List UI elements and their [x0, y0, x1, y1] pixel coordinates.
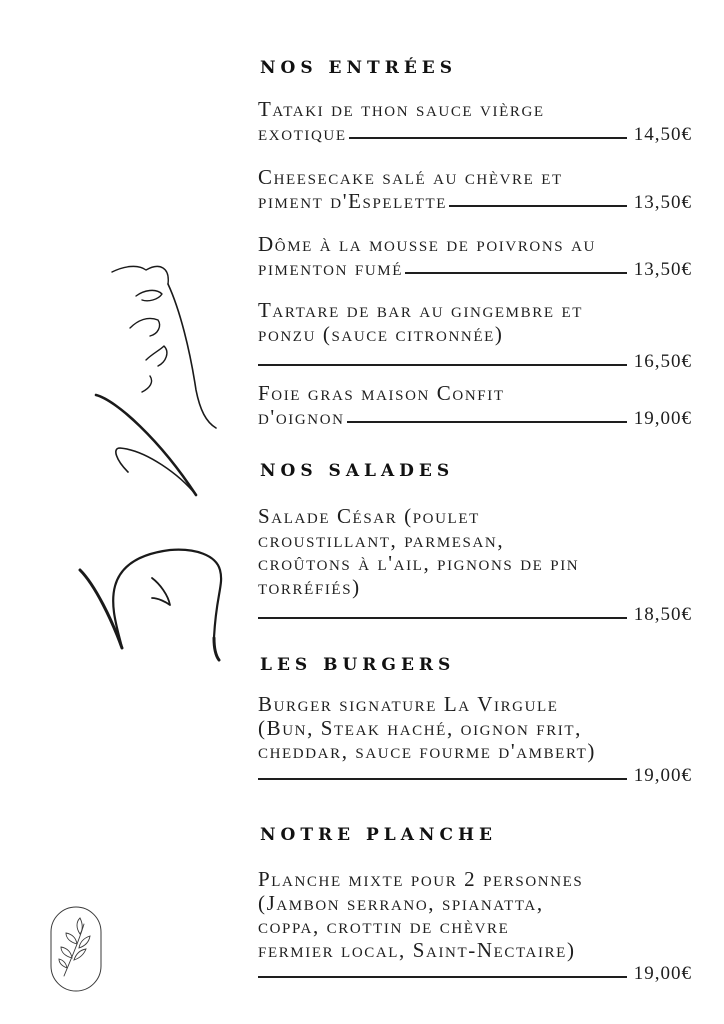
menu-item	[258, 505, 692, 627]
price-leader-line	[349, 137, 627, 139]
item-price: 16,50€	[633, 351, 692, 372]
menu-item	[258, 382, 692, 430]
item-name-line: Foie gras maison Confit	[258, 381, 505, 405]
item-name-line: cheddar, sauce fourme d'ambert)	[258, 739, 597, 763]
item-name-line: croustillant, parmesan,	[258, 527, 505, 552]
item-name-line: d'oignon	[258, 404, 345, 429]
section-title-salades: NOS SALADES	[260, 461, 455, 481]
item-name-line: exotique	[258, 120, 347, 145]
item-name-line: Cheesecake salé au chèvre et	[258, 165, 563, 189]
item-name-line: pimenton fumé	[258, 255, 403, 280]
item-price: 19,00€	[633, 963, 692, 984]
brand-script-logo	[20, 250, 240, 680]
item-name-line: Tartare de bar au gingembre et	[258, 298, 583, 322]
menu-item	[258, 868, 692, 986]
menu-item	[258, 233, 692, 281]
item-name-line: Dôme à la mousse de poivrons au	[258, 232, 596, 256]
item-name-line: Tataki de thon sauce vièrge	[258, 97, 545, 121]
item-name-line: Burger signature La Virgule	[258, 692, 559, 716]
price-leader-line	[347, 421, 627, 423]
price-leader-line	[405, 272, 627, 274]
item-name-line: torréfiés)	[258, 574, 361, 599]
leaf-badge-icon	[50, 906, 102, 992]
item-price: 18,50€	[633, 604, 692, 625]
item-name-line: piment d'Espelette	[258, 188, 447, 213]
item-name-line: croûtons à l'ail, pignons de pin	[258, 551, 580, 575]
section-title-planche: NOTRE PLANCHE	[260, 825, 498, 845]
menu-item	[258, 299, 692, 374]
item-name-line: (Jambon serrano, spianatta,	[258, 890, 544, 915]
item-price: 14,50€	[633, 123, 692, 145]
item-name-line: (Bun, Steak haché, oignon frit,	[258, 715, 583, 740]
item-price: 13,50€	[633, 258, 692, 280]
price-leader-line	[258, 617, 627, 619]
price-leader-line	[258, 976, 627, 978]
item-price: 13,50€	[633, 191, 692, 213]
price-leader-line	[258, 778, 627, 780]
item-price: 19,00€	[633, 764, 692, 786]
item-name-line: Salade César (poulet	[258, 504, 480, 528]
item-price: 19,00€	[633, 407, 692, 429]
item-name-line: coppa, crottin de chèvre	[258, 914, 510, 938]
section-title-entrees: NOS ENTRÉES	[260, 58, 458, 78]
menu-item	[258, 98, 692, 146]
menu-item	[258, 166, 692, 214]
item-name-line: ponzu (sauce citronnée)	[258, 321, 504, 346]
price-leader-line	[258, 364, 627, 366]
item-name-line: Planche mixte pour 2 personnes	[258, 867, 584, 891]
item-name-line: fermier local, Saint-Nectaire)	[258, 937, 576, 962]
menu-item	[258, 693, 692, 787]
section-title-burgers: LES BURGERS	[260, 655, 456, 675]
price-leader-line	[449, 205, 627, 207]
